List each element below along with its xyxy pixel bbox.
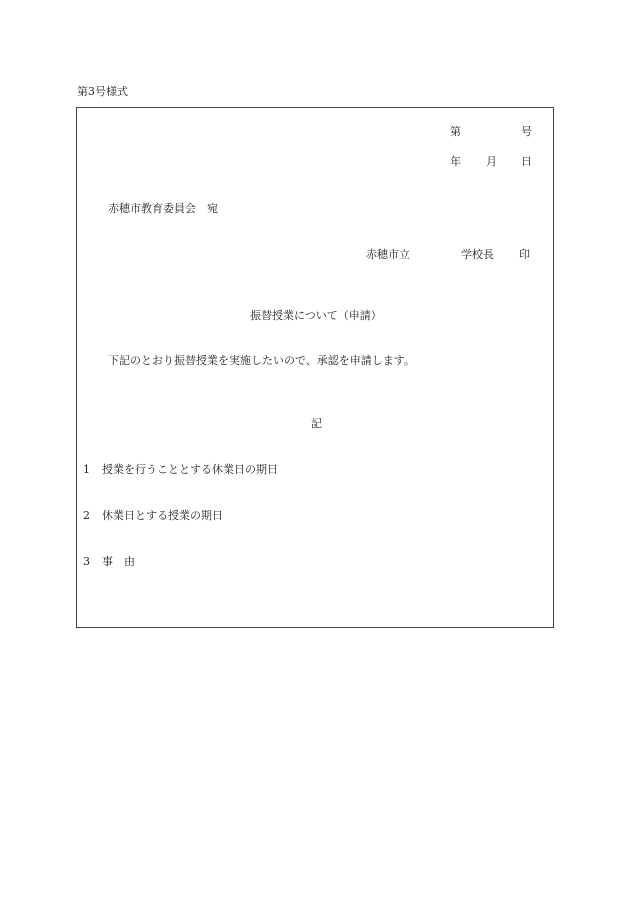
- item-label: 事 由: [102, 555, 135, 568]
- application-form-frame: [76, 107, 554, 628]
- date-day: 日: [521, 155, 532, 168]
- item-number: 2: [83, 509, 90, 522]
- item-label: 休業日とする授業の期日: [102, 509, 223, 522]
- item-number: 3: [83, 555, 90, 568]
- doc-number-prefix: 第: [450, 125, 461, 138]
- doc-number-suffix: 号: [521, 125, 532, 138]
- date-year: 年: [450, 155, 461, 168]
- date-month: 月: [486, 155, 497, 168]
- body-text: 下記のとおり振替授業を実施したいので、承認を申請します。: [108, 354, 415, 367]
- document-title: 振替授業について（申請）: [250, 309, 382, 322]
- sender-seal: 印: [519, 248, 530, 261]
- ki-heading: 記: [311, 417, 322, 430]
- addressee: 赤穂市教育委員会 宛: [108, 202, 218, 215]
- item-number: 1: [83, 463, 90, 476]
- item-label: 授業を行うこととする休業日の期日: [102, 463, 278, 476]
- sender-city-school: 赤穂市立: [366, 248, 410, 261]
- sender-title: 学校長: [461, 248, 494, 261]
- form-number-label: 第3号様式: [77, 85, 128, 98]
